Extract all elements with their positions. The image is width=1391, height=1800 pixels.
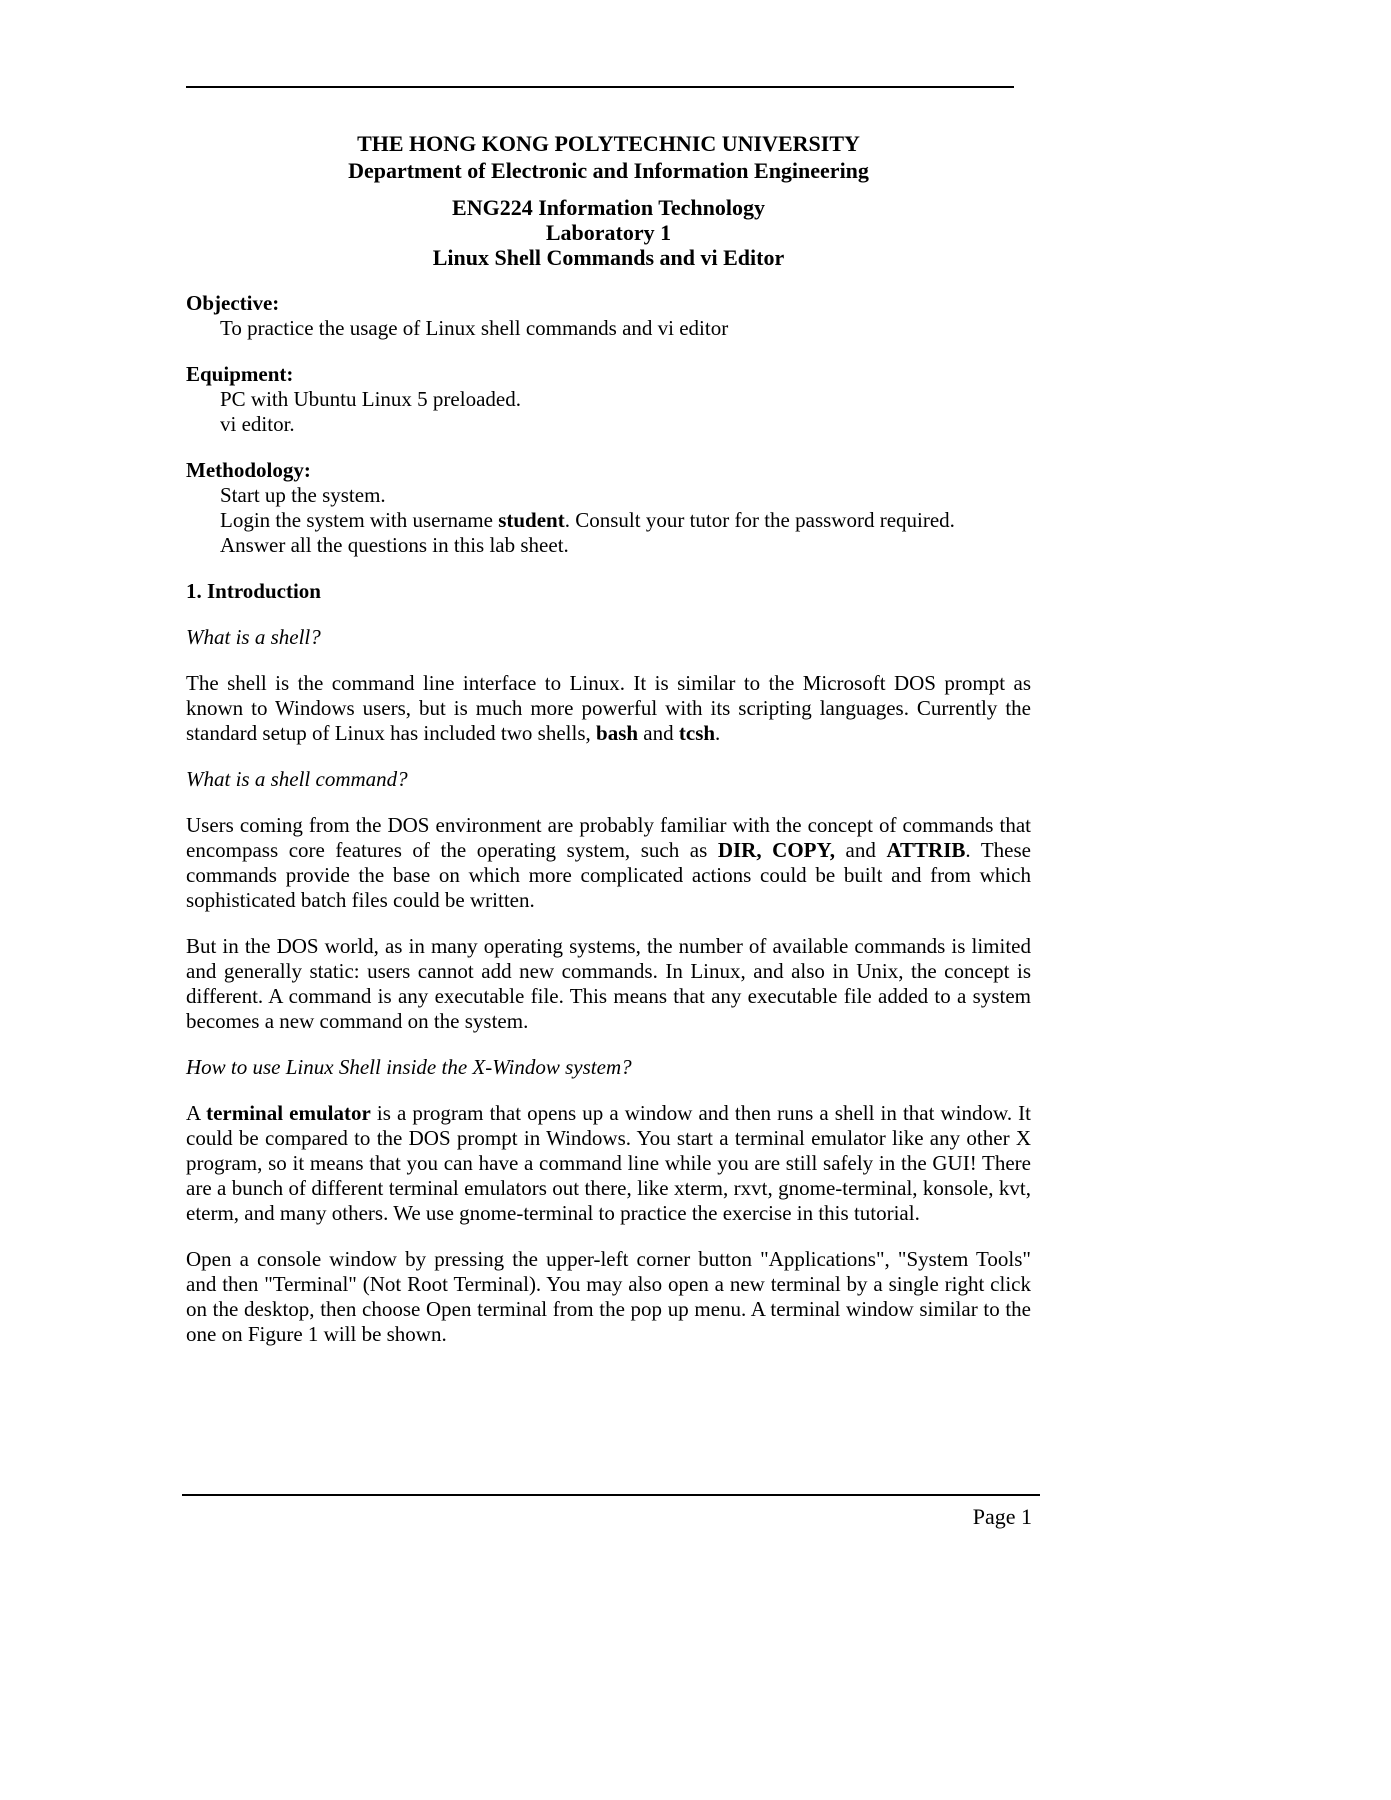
- department-title: Department of Electronic and Information Engineering: [348, 158, 869, 183]
- page-footer: [182, 1494, 1040, 1529]
- paragraph-part: The shell is the command line interface to Linux. It is similar to the Microsoft DOS prompt as known to Windows users, but is much more powerful with its scripting languages. Currently the standard setup of Linux has included two shells,: [186, 671, 1031, 745]
- paragraph-part: Users coming from the DOS environment are probably familiar with the concept of commands that encompass core features of the operating system, such as: [186, 813, 1031, 862]
- equipment-heading: Equipment:: [186, 362, 294, 386]
- username-emphasis: student: [498, 508, 565, 532]
- objective-line: To practice the usage of Linux shell commands and vi editor: [220, 316, 729, 340]
- paragraph-shell-command: [186, 813, 1031, 913]
- tcsh-emphasis: tcsh: [678, 721, 716, 745]
- methodology-line: [186, 508, 1031, 533]
- paragraph-part: and: [638, 721, 679, 745]
- paragraph-dos-world: But in the DOS world, as in many operating systems, the number of available commands is limited and generally static: users cannot add new commands. In Linux, and also in Unix, the concept is different. A command is any executable file. This means that any executable file added to a system becomes a new command on the system.: [186, 934, 1031, 1033]
- methodology-line-part: . Consult your tutor for the password required.: [564, 508, 955, 532]
- introduction-heading: 1. Introduction: [186, 579, 321, 603]
- course-header: [186, 195, 1031, 270]
- document-header: [186, 130, 1031, 184]
- dos-commands-emphasis: DIR, COPY,: [717, 838, 835, 862]
- terminal-emulator-emphasis: terminal emulator: [206, 1101, 371, 1125]
- equipment-line: vi editor.: [220, 412, 295, 436]
- methodology-line: Answer all the questions in this lab sheet.: [220, 533, 569, 557]
- paragraph-shell: [186, 671, 1031, 746]
- page-number: Page 1: [972, 1504, 1032, 1529]
- university-title: THE HONG KONG POLYTECHNIC UNIVERSITY: [357, 131, 860, 156]
- paragraph-terminal-emulator: [186, 1101, 1031, 1226]
- question-what-is-a-shell-command: What is a shell command?: [186, 767, 408, 791]
- question-what-is-a-shell: What is a shell?: [186, 625, 321, 649]
- question-linux-shell-xwindow: How to use Linux Shell inside the X-Window system?: [186, 1055, 632, 1079]
- top-rule: [186, 86, 1014, 88]
- equipment-line: PC with Ubuntu Linux 5 preloaded.: [220, 387, 521, 411]
- objective-heading: Objective:: [186, 291, 280, 315]
- bash-emphasis: bash: [596, 721, 639, 745]
- paragraph-part: and: [834, 838, 887, 862]
- section-equipment: [186, 362, 1031, 437]
- paragraph-open-console: Open a console window by pressing the upper-left corner button "Applications", "System Tools" and then "Terminal" (Not Root Terminal). You may also open a new terminal by a single right click on the desktop, then choose Open terminal from the pop up menu. A terminal window similar to the one on Figure 1 will be shown.: [186, 1247, 1031, 1346]
- paragraph-part: .: [715, 721, 721, 745]
- section-methodology: [186, 458, 1031, 558]
- attrib-emphasis: ATTRIB: [886, 838, 966, 862]
- paragraph-part: A: [186, 1101, 207, 1125]
- methodology-line-part: Login the system with username: [220, 508, 499, 532]
- methodology-heading: Methodology:: [186, 458, 311, 482]
- section-objective: [186, 291, 1031, 341]
- lab-number: Laboratory 1: [545, 220, 672, 245]
- methodology-line: Start up the system.: [220, 483, 386, 507]
- bottom-rule: [182, 1494, 1040, 1496]
- paragraph-part: . These commands provide the base on which more complicated actions could be built and from which sophisticated batch files could be written.: [186, 838, 1031, 912]
- lab-title: Linux Shell Commands and vi Editor: [432, 245, 785, 270]
- paragraph-part: is a program that opens up a window and then runs a shell in that window. It could be compared to the DOS prompt in Windows. You start a terminal emulator like any other X program, so it means that you can have a command line while you are still safely in the GUI! There are a bunch of different terminal emulators out there, like xterm, rxvt, gnome-terminal, konsole, kvt, eterm, and many others. We use gnome-terminal to practice the exercise in this tutorial.: [186, 1101, 1031, 1225]
- document-content: [186, 86, 1031, 1347]
- course-title: ENG224 Information Technology: [452, 195, 765, 220]
